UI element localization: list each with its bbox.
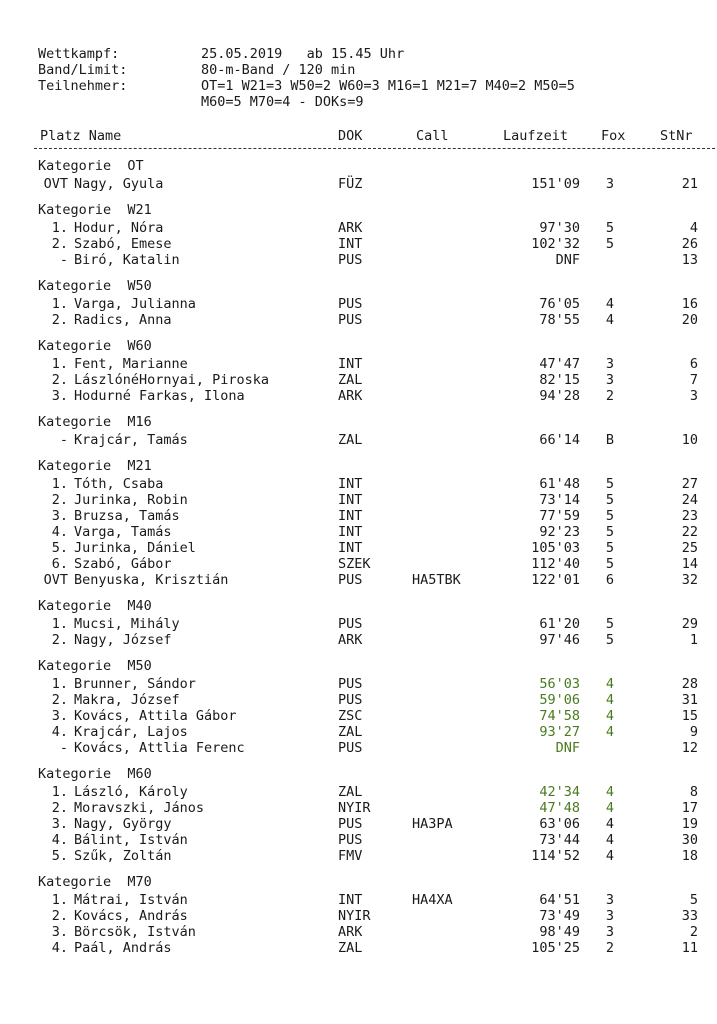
cell-name: László, Károly (74, 784, 188, 800)
cell-time: 76'05 (539, 296, 580, 312)
result-row (0, 508, 717, 524)
result-row (0, 784, 717, 800)
cell-place: 6. (51, 556, 68, 572)
cell-place: 4. (51, 832, 68, 848)
cell-time: 92'23 (539, 524, 580, 540)
cell-name: Kovács, Attila Gábor (74, 708, 237, 724)
cell-time: 56'03 (539, 676, 580, 692)
result-row (0, 556, 717, 572)
column-header-stnr: StNr (660, 128, 693, 144)
cell-fox: 2 (605, 388, 615, 404)
cell-fox: 2 (605, 940, 615, 956)
result-row (0, 692, 717, 708)
band-label: Band/Limit: (38, 62, 128, 78)
cell-name: Kovács, András (74, 908, 188, 924)
cell-stnr: 25 (681, 540, 698, 556)
result-row (0, 908, 717, 924)
cell-time: 82'15 (539, 372, 580, 388)
cell-name: Varga, Julianna (74, 296, 196, 312)
cell-dok: NYIR (338, 908, 371, 924)
cell-stnr: 7 (689, 372, 698, 388)
result-row (0, 356, 717, 372)
cell-dok: PUS (338, 296, 363, 312)
cell-place: 2. (51, 632, 68, 648)
cell-dok: PUS (338, 740, 363, 756)
cell-dok: PUS (338, 692, 363, 708)
result-row (0, 832, 717, 848)
cell-name: Makra, József (74, 692, 180, 708)
cell-name: Krajcár, Lajos (74, 724, 188, 740)
cell-place: 1. (51, 356, 68, 372)
cell-dok: ZAL (338, 940, 363, 956)
cell-dok: INT (338, 508, 363, 524)
cell-call: HA3PA (412, 816, 453, 832)
cell-fox: 5 (605, 508, 615, 524)
cell-place: 1. (51, 892, 68, 908)
category-title: Kategorie OT (38, 158, 144, 174)
category-title: Kategorie M21 (38, 458, 152, 474)
cell-stnr: 8 (689, 784, 698, 800)
cell-time: 93'27 (539, 724, 580, 740)
result-row (0, 924, 717, 940)
cell-dok: PUS (338, 832, 363, 848)
cell-stnr: 18 (681, 848, 698, 864)
cell-name: Varga, Tamás (74, 524, 172, 540)
cell-place: - (59, 252, 68, 268)
result-row (0, 676, 717, 692)
cell-place: 1. (51, 676, 68, 692)
result-row (0, 312, 717, 328)
cell-fox: 5 (605, 492, 615, 508)
cell-place: - (59, 432, 68, 448)
cell-time: 73'44 (539, 832, 580, 848)
cell-call: HA5TBK (412, 572, 461, 588)
cell-dok: INT (338, 540, 363, 556)
cell-place: 3. (51, 388, 68, 404)
cell-fox: 4 (605, 816, 615, 832)
cell-name: Szabó, Emese (74, 236, 172, 252)
cell-dok: INT (338, 492, 363, 508)
cell-fox: 4 (605, 784, 615, 800)
cell-fox: 5 (605, 556, 615, 572)
cell-stnr: 29 (681, 616, 698, 632)
cell-place: 1. (51, 476, 68, 492)
cell-stnr: 5 (689, 892, 698, 908)
cell-dok: ZAL (338, 372, 363, 388)
result-row (0, 176, 717, 192)
cell-place: 1. (51, 296, 68, 312)
result-row (0, 892, 717, 908)
category-block (0, 598, 717, 648)
cell-place: 1. (51, 220, 68, 236)
category-title: Kategorie M60 (38, 766, 152, 782)
cell-name: Bruzsa, Tamás (74, 508, 180, 524)
cell-name: Nagy, György (74, 816, 172, 832)
cell-name: Radics, Anna (74, 312, 172, 328)
cell-dok: ZSC (338, 708, 363, 724)
cell-fox: 5 (605, 632, 615, 648)
result-row (0, 236, 717, 252)
cell-name: Nagy, József (74, 632, 172, 648)
result-row (0, 740, 717, 756)
cell-time: 61'20 (539, 616, 580, 632)
cell-time: 73'14 (539, 492, 580, 508)
cell-time: DNF (555, 740, 580, 756)
cell-dok: ZAL (338, 432, 363, 448)
cell-place: OVT (43, 572, 68, 588)
cell-stnr: 11 (681, 940, 698, 956)
cell-place: OVT (43, 176, 68, 192)
cell-time: 97'46 (539, 632, 580, 648)
cell-name: Hodur, Nóra (74, 220, 164, 236)
band-value: 80-m-Band / 120 min (201, 62, 356, 78)
cell-dok: INT (338, 524, 363, 540)
cell-name: Tóth, Csaba (74, 476, 164, 492)
cell-stnr: 2 (689, 924, 698, 940)
cell-place: 5. (51, 848, 68, 864)
result-row (0, 476, 717, 492)
cell-dok: ARK (338, 388, 363, 404)
column-header-dok: DOK (338, 128, 363, 144)
cell-fox: 5 (605, 220, 615, 236)
cell-place: 1. (51, 784, 68, 800)
cell-name: Paál, András (74, 940, 172, 956)
cell-fox: 3 (605, 908, 615, 924)
column-header-fox: Fox (601, 128, 626, 144)
cell-time: 63'06 (539, 816, 580, 832)
cell-place: 4. (51, 524, 68, 540)
cell-time: 114'52 (531, 848, 580, 864)
cell-name: Nagy, Gyula (74, 176, 164, 192)
cell-place: 2. (51, 312, 68, 328)
cell-dok: PUS (338, 676, 363, 692)
cell-fox: 5 (605, 616, 615, 632)
cell-dok: ZAL (338, 724, 363, 740)
cell-time: 97'30 (539, 220, 580, 236)
cell-stnr: 9 (689, 724, 698, 740)
cell-stnr: 14 (681, 556, 698, 572)
cell-place: 2. (51, 908, 68, 924)
column-header-row (0, 128, 717, 146)
cell-stnr: 16 (681, 296, 698, 312)
cell-fox: 3 (605, 924, 615, 940)
cell-time: 78'55 (539, 312, 580, 328)
cell-time: 73'49 (539, 908, 580, 924)
cell-time: 98'49 (539, 924, 580, 940)
cell-fox: 4 (605, 724, 615, 740)
cell-fox: 4 (605, 832, 615, 848)
cell-dok: PUS (338, 616, 363, 632)
cell-stnr: 26 (681, 236, 698, 252)
cell-stnr: 17 (681, 800, 698, 816)
cell-stnr: 23 (681, 508, 698, 524)
cell-dok: PUS (338, 312, 363, 328)
cell-name: Moravszki, János (74, 800, 205, 816)
cell-place: 2. (51, 692, 68, 708)
cell-place: 4. (51, 724, 68, 740)
cell-place: 4. (51, 940, 68, 956)
cell-name: Brunner, Sándor (74, 676, 196, 692)
cell-name: Benyuska, Krisztián (74, 572, 229, 588)
cell-time: 47'47 (539, 356, 580, 372)
cell-stnr: 21 (681, 176, 698, 192)
cell-stnr: 30 (681, 832, 698, 848)
cell-dok: ZAL (338, 784, 363, 800)
cell-time: 94'28 (539, 388, 580, 404)
cell-name: Börcsök, István (74, 924, 196, 940)
cell-place: 3. (51, 924, 68, 940)
cell-stnr: 28 (681, 676, 698, 692)
cell-time: 151'09 (531, 176, 580, 192)
result-row (0, 524, 717, 540)
cell-place: 2. (51, 372, 68, 388)
cell-dok: FÜZ (338, 176, 363, 192)
column-header-call: Call (416, 128, 449, 144)
results-list (0, 158, 717, 966)
cell-fox: 3 (605, 892, 615, 908)
category-block (0, 874, 717, 956)
cell-place: 2. (51, 492, 68, 508)
result-row (0, 708, 717, 724)
cell-fox: 4 (605, 692, 615, 708)
teilnehmer-value-2: M60=5 M70=4 - DOKs=9 (201, 94, 364, 110)
cell-time: 74'58 (539, 708, 580, 724)
cell-fox: 4 (605, 296, 615, 312)
category-block (0, 202, 717, 268)
cell-name: LászlónéHornyai, Piroska (74, 372, 270, 388)
category-title: Kategorie M70 (38, 874, 152, 890)
cell-name: Mucsi, Mihály (74, 616, 180, 632)
cell-name: Fent, Marianne (74, 356, 188, 372)
cell-fox: 3 (605, 372, 615, 388)
cell-time: 42'34 (539, 784, 580, 800)
cell-place: 3. (51, 816, 68, 832)
cell-fox: 5 (605, 540, 615, 556)
cell-fox: 3 (605, 176, 615, 192)
cell-name: Szűk, Zoltán (74, 848, 172, 864)
cell-name: Biró, Katalin (74, 252, 180, 268)
cell-fox: 6 (605, 572, 615, 588)
cell-dok: ARK (338, 632, 363, 648)
category-title: Kategorie M40 (38, 598, 152, 614)
result-row (0, 800, 717, 816)
cell-stnr: 31 (681, 692, 698, 708)
category-title: Kategorie W50 (38, 278, 152, 294)
column-header-time: Laufzeit (503, 128, 569, 144)
cell-stnr: 20 (681, 312, 698, 328)
result-row (0, 372, 717, 388)
cell-name: Jurinka, Dániel (74, 540, 196, 556)
category-block (0, 658, 717, 756)
result-row (0, 252, 717, 268)
result-row (0, 632, 717, 648)
cell-fox: 4 (605, 800, 615, 816)
cell-stnr: 27 (681, 476, 698, 492)
cell-time: 47'48 (539, 800, 580, 816)
result-row (0, 848, 717, 864)
result-row (0, 724, 717, 740)
cell-stnr: 15 (681, 708, 698, 724)
category-block (0, 278, 717, 328)
cell-dok: SZEK (338, 556, 371, 572)
cell-stnr: 22 (681, 524, 698, 540)
category-block (0, 338, 717, 404)
cell-dok: INT (338, 892, 363, 908)
cell-stnr: 19 (681, 816, 698, 832)
cell-name: Kovács, Attlia Ferenc (74, 740, 245, 756)
cell-dok: INT (338, 356, 363, 372)
cell-dok: INT (338, 236, 363, 252)
category-title: Kategorie W21 (38, 202, 152, 218)
cell-place: 2. (51, 236, 68, 252)
cell-stnr: 24 (681, 492, 698, 508)
cell-time: 112'40 (531, 556, 580, 572)
cell-time: 77'59 (539, 508, 580, 524)
cell-name: Krajcár, Tamás (74, 432, 188, 448)
cell-stnr: 6 (689, 356, 698, 372)
category-title: Kategorie M16 (38, 414, 152, 430)
cell-time: DNF (555, 252, 580, 268)
cell-dok: FMV (338, 848, 363, 864)
cell-stnr: 33 (681, 908, 698, 924)
teilnehmer-label: Teilnehmer: (38, 78, 128, 94)
result-row (0, 432, 717, 448)
cell-fox: 4 (605, 848, 615, 864)
cell-place: 3. (51, 508, 68, 524)
cell-dok: ARK (338, 924, 363, 940)
column-header-place-name: Platz Name (40, 128, 122, 144)
cell-time: 61'48 (539, 476, 580, 492)
cell-dok: PUS (338, 252, 363, 268)
cell-fox: 4 (605, 676, 615, 692)
cell-dok: PUS (338, 572, 363, 588)
cell-time: 105'03 (531, 540, 580, 556)
cell-fox: 4 (605, 708, 615, 724)
category-title: Kategorie W60 (38, 338, 152, 354)
cell-stnr: 12 (681, 740, 698, 756)
cell-name: Hodurné Farkas, Ilona (74, 388, 245, 404)
cell-stnr: 1 (689, 632, 698, 648)
result-row (0, 388, 717, 404)
cell-time: 66'14 (539, 432, 580, 448)
cell-place: 5. (51, 540, 68, 556)
cell-dok: PUS (338, 816, 363, 832)
header-divider (34, 148, 717, 149)
cell-call: HA4XA (412, 892, 453, 908)
cell-name: Szabó, Gábor (74, 556, 172, 572)
cell-stnr: 10 (681, 432, 698, 448)
cell-stnr: 13 (681, 252, 698, 268)
wettkampf-value: 25.05.2019 ab 15.45 Uhr (201, 46, 405, 62)
cell-fox: 5 (605, 524, 615, 540)
result-row (0, 572, 717, 588)
cell-time: 122'01 (531, 572, 580, 588)
cell-fox: 5 (605, 476, 615, 492)
result-row (0, 492, 717, 508)
category-block (0, 414, 717, 448)
cell-fox: 3 (605, 356, 615, 372)
cell-stnr: 3 (689, 388, 698, 404)
result-row (0, 616, 717, 632)
cell-time: 105'25 (531, 940, 580, 956)
result-row (0, 296, 717, 312)
cell-dok: INT (338, 476, 363, 492)
cell-name: Mátrai, István (74, 892, 188, 908)
cell-place: 1. (51, 616, 68, 632)
cell-name: Bálint, István (74, 832, 188, 848)
cell-name: Jurinka, Robin (74, 492, 188, 508)
cell-fox: 5 (605, 236, 615, 252)
category-title: Kategorie M50 (38, 658, 152, 674)
cell-time: 102'32 (531, 236, 580, 252)
result-row (0, 940, 717, 956)
cell-place: 3. (51, 708, 68, 724)
wettkampf-label: Wettkampf: (38, 46, 120, 62)
cell-place: - (59, 740, 68, 756)
cell-fox: B (605, 432, 615, 448)
cell-fox: 4 (605, 312, 615, 328)
cell-time: 59'06 (539, 692, 580, 708)
cell-dok: NYIR (338, 800, 371, 816)
result-row (0, 220, 717, 236)
category-block (0, 766, 717, 864)
cell-stnr: 32 (681, 572, 698, 588)
teilnehmer-value-1: OT=1 W21=3 W50=2 W60=3 M16=1 M21=7 M40=2 M50=5 (201, 78, 575, 94)
category-block (0, 158, 717, 192)
category-block (0, 458, 717, 588)
result-row (0, 540, 717, 556)
cell-time: 64'51 (539, 892, 580, 908)
cell-stnr: 4 (689, 220, 698, 236)
cell-dok: ARK (338, 220, 363, 236)
cell-place: 2. (51, 800, 68, 816)
result-row (0, 816, 717, 832)
